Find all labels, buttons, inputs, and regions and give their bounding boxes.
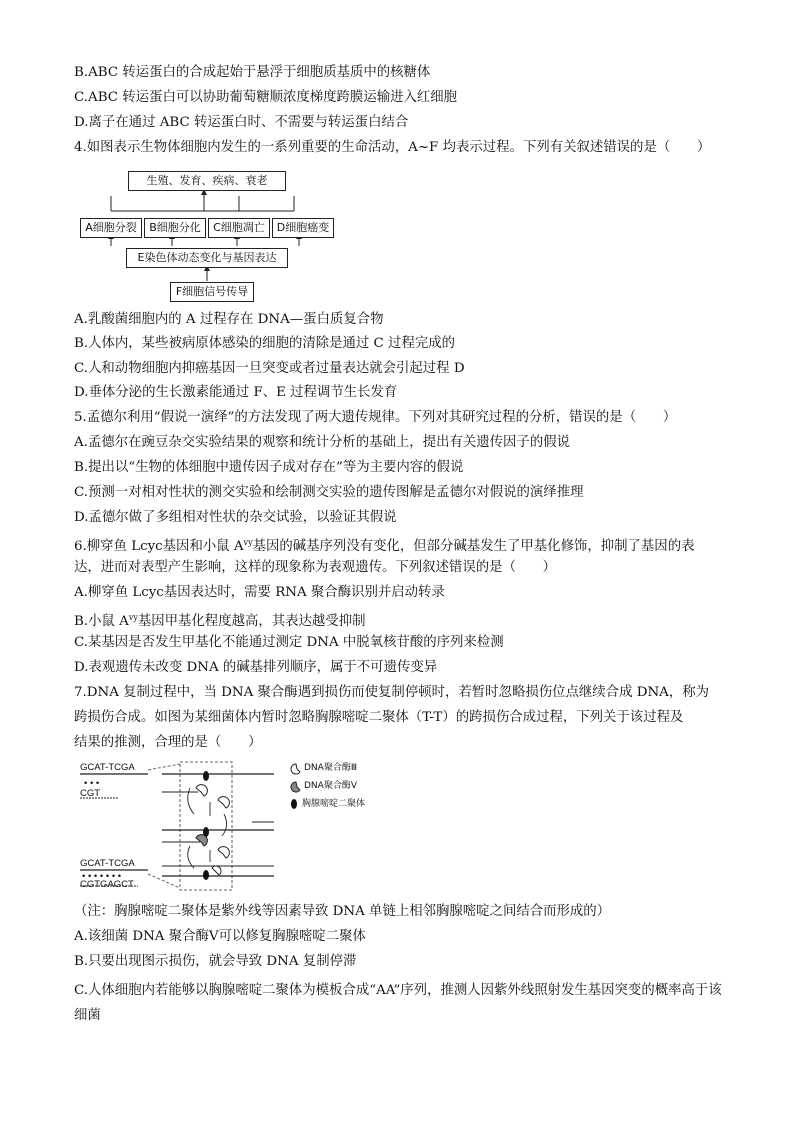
q6-option-b-part2: 基因甲基化程度越高，其表达越受抑制 bbox=[137, 614, 366, 629]
pairing-dots-top: • • • bbox=[84, 778, 100, 789]
q5-option-d: D.孟德尔做了多组相对性状的杂交试验，以验证其假说 bbox=[74, 510, 397, 525]
q6-stem-line1 bbox=[74, 534, 694, 556]
q7-stem-line3: 结果的推测，合理的是（ ） bbox=[74, 735, 262, 750]
q7-option-b: B.只要出现图示损伤，就会导致 DNA 复制停滞 bbox=[74, 954, 357, 969]
process-b-box: B细胞分化 bbox=[144, 218, 206, 238]
process-a-box: A细胞分裂 bbox=[80, 218, 142, 238]
q6-stem-part2: 基因的碱基序列没有变化，但部分碱基发生了甲基化修饰，抑制了基因的表 bbox=[252, 539, 695, 554]
q6-option-a: A.柳穿鱼 Lcyc基因表达时，需要 RNA 聚合酶识别并启动转录 bbox=[74, 585, 445, 600]
translesion-synthesis-diagram bbox=[78, 758, 398, 894]
q3-option-b: B.ABC 转运蛋白的合成起始于悬浮于细胞质基质中的核糖体 bbox=[74, 65, 431, 80]
q4-stem: 4.如图表示生物体细胞内发生的一系列重要的生命活动，A~F 均表示过程。下列有关叙述错误的是（ ） bbox=[74, 140, 711, 155]
q5-option-b: B.提出以“生物的体细胞中遗传因子成对存在”等为主要内容的假说 bbox=[74, 460, 464, 475]
process-f-box: F细胞信号传导 bbox=[170, 282, 254, 302]
legend-polymerase-iii: DNA聚合酶Ⅲ bbox=[304, 763, 358, 773]
legend-thymine-dimer: 胸腺嘧啶二聚体 bbox=[302, 799, 366, 809]
template-sequence-bottom: GCAT-TCGA bbox=[80, 858, 135, 869]
q4-option-a: A.乳酸菌细胞内的 A 过程存在 DNA—蛋白质复合物 bbox=[74, 312, 384, 327]
q4-option-c: C.人和动物细胞内抑癌基因一旦突变或者过量表达就会引起过程 D bbox=[74, 361, 465, 376]
q6-option-b-superscript: vy bbox=[128, 613, 138, 622]
q7-option-c: C.人体细胞内若能够以胸腺嘧啶二聚体为模板合成“AA”序列，推测人因紫外线照射发生基因突变的概率高于该细菌 bbox=[74, 983, 722, 1023]
legend-polymerase-v: DNA聚合酶Ⅴ bbox=[304, 781, 357, 791]
q6-superscript: vy bbox=[243, 538, 253, 547]
q6-option-c: C.某基因是否发生甲基化不能通过测定 DNA 中脱氧核苷酸的序列来检测 bbox=[74, 635, 504, 650]
q5-option-a: A.孟德尔在豌豆杂交实验结果的观察和统计分析的基础上，提出有关遗传因子的假说 bbox=[74, 435, 570, 450]
q5-stem: 5.孟德尔利用“假说一演绎”的方法发现了两大遗传规律。下列对其研究过程的分析，错误的是（ ） bbox=[74, 410, 677, 425]
q6-stem-part1: 6.柳穿鱼 Lcyc基因和小鼠 A bbox=[74, 539, 244, 554]
q7-option-a: A.该细菌 DNA 聚合酶Ⅴ可以修复胸腺嘧啶二聚体 bbox=[74, 929, 366, 944]
q6-option-d: D.表观遗传未改变 DNA 的碱基排列顺序，属于不可遗传变异 bbox=[74, 660, 438, 675]
pairing-dots-bottom: • • • • • • • bbox=[82, 871, 122, 882]
q3-option-c: C.ABC 转运蛋白可以协助葡萄糖顺浓度梯度跨膜运输进入红细胞 bbox=[74, 90, 458, 105]
new-strand-bottom: CGTGAGCT bbox=[80, 879, 134, 890]
process-c-box: C细胞凋亡 bbox=[208, 218, 270, 238]
outcome-box: 生殖、发育、疾病、衰老 bbox=[128, 171, 286, 191]
process-e-box: E染色体动态变化与基因表达 bbox=[126, 248, 288, 268]
q6-stem-line2: 达，进而对表型产生影响，这样的现象称为表观遗传。下列叙述错误的是（ ） bbox=[74, 560, 557, 575]
q6-option-b-part1: B.小鼠 A bbox=[74, 614, 129, 629]
q5-option-c: C.预测一对相对性状的测交实验和绘制测交实验的遗传图解是孟德尔对假说的演绎推理 bbox=[74, 485, 584, 500]
life-activity-flowchart bbox=[74, 166, 344, 306]
q3-option-d: D.离子在通过 ABC 转运蛋白时、不需要与转运蛋白结合 bbox=[74, 115, 409, 130]
q4-option-b: B.人体内，某些被病原体感染的细胞的清除是通过 C 过程完成的 bbox=[74, 336, 456, 351]
dna-strands-drawing bbox=[78, 758, 398, 894]
q7-note: （注：胸腺嘧啶二聚体是紫外线等因素导致 DNA 单链上相邻胸腺嘧啶之间结合而形成的） bbox=[74, 904, 611, 919]
template-sequence-top: GCAT-TCGA bbox=[80, 762, 135, 773]
process-d-box: D细胞癌变 bbox=[272, 218, 334, 238]
q4-option-d: D.垂体分泌的生长激素能通过 F、E 过程调节生长发育 bbox=[74, 385, 398, 400]
q7-stem-line2: 跨损伤合成。如图为某细菌体内暂时忽略胸腺嘧啶二聚体（T-T）的跨损伤合成过程，下列关于该过程及 bbox=[74, 710, 684, 725]
new-strand-top: CGT bbox=[80, 788, 101, 799]
q7-stem-line1: 7.DNA 复制过程中，当 DNA 聚合酶遇到损伤而使复制停顿时，若暂时忽略损伤位点继续合成 DNA，称为 bbox=[74, 685, 710, 700]
q6-option-b bbox=[74, 609, 366, 631]
